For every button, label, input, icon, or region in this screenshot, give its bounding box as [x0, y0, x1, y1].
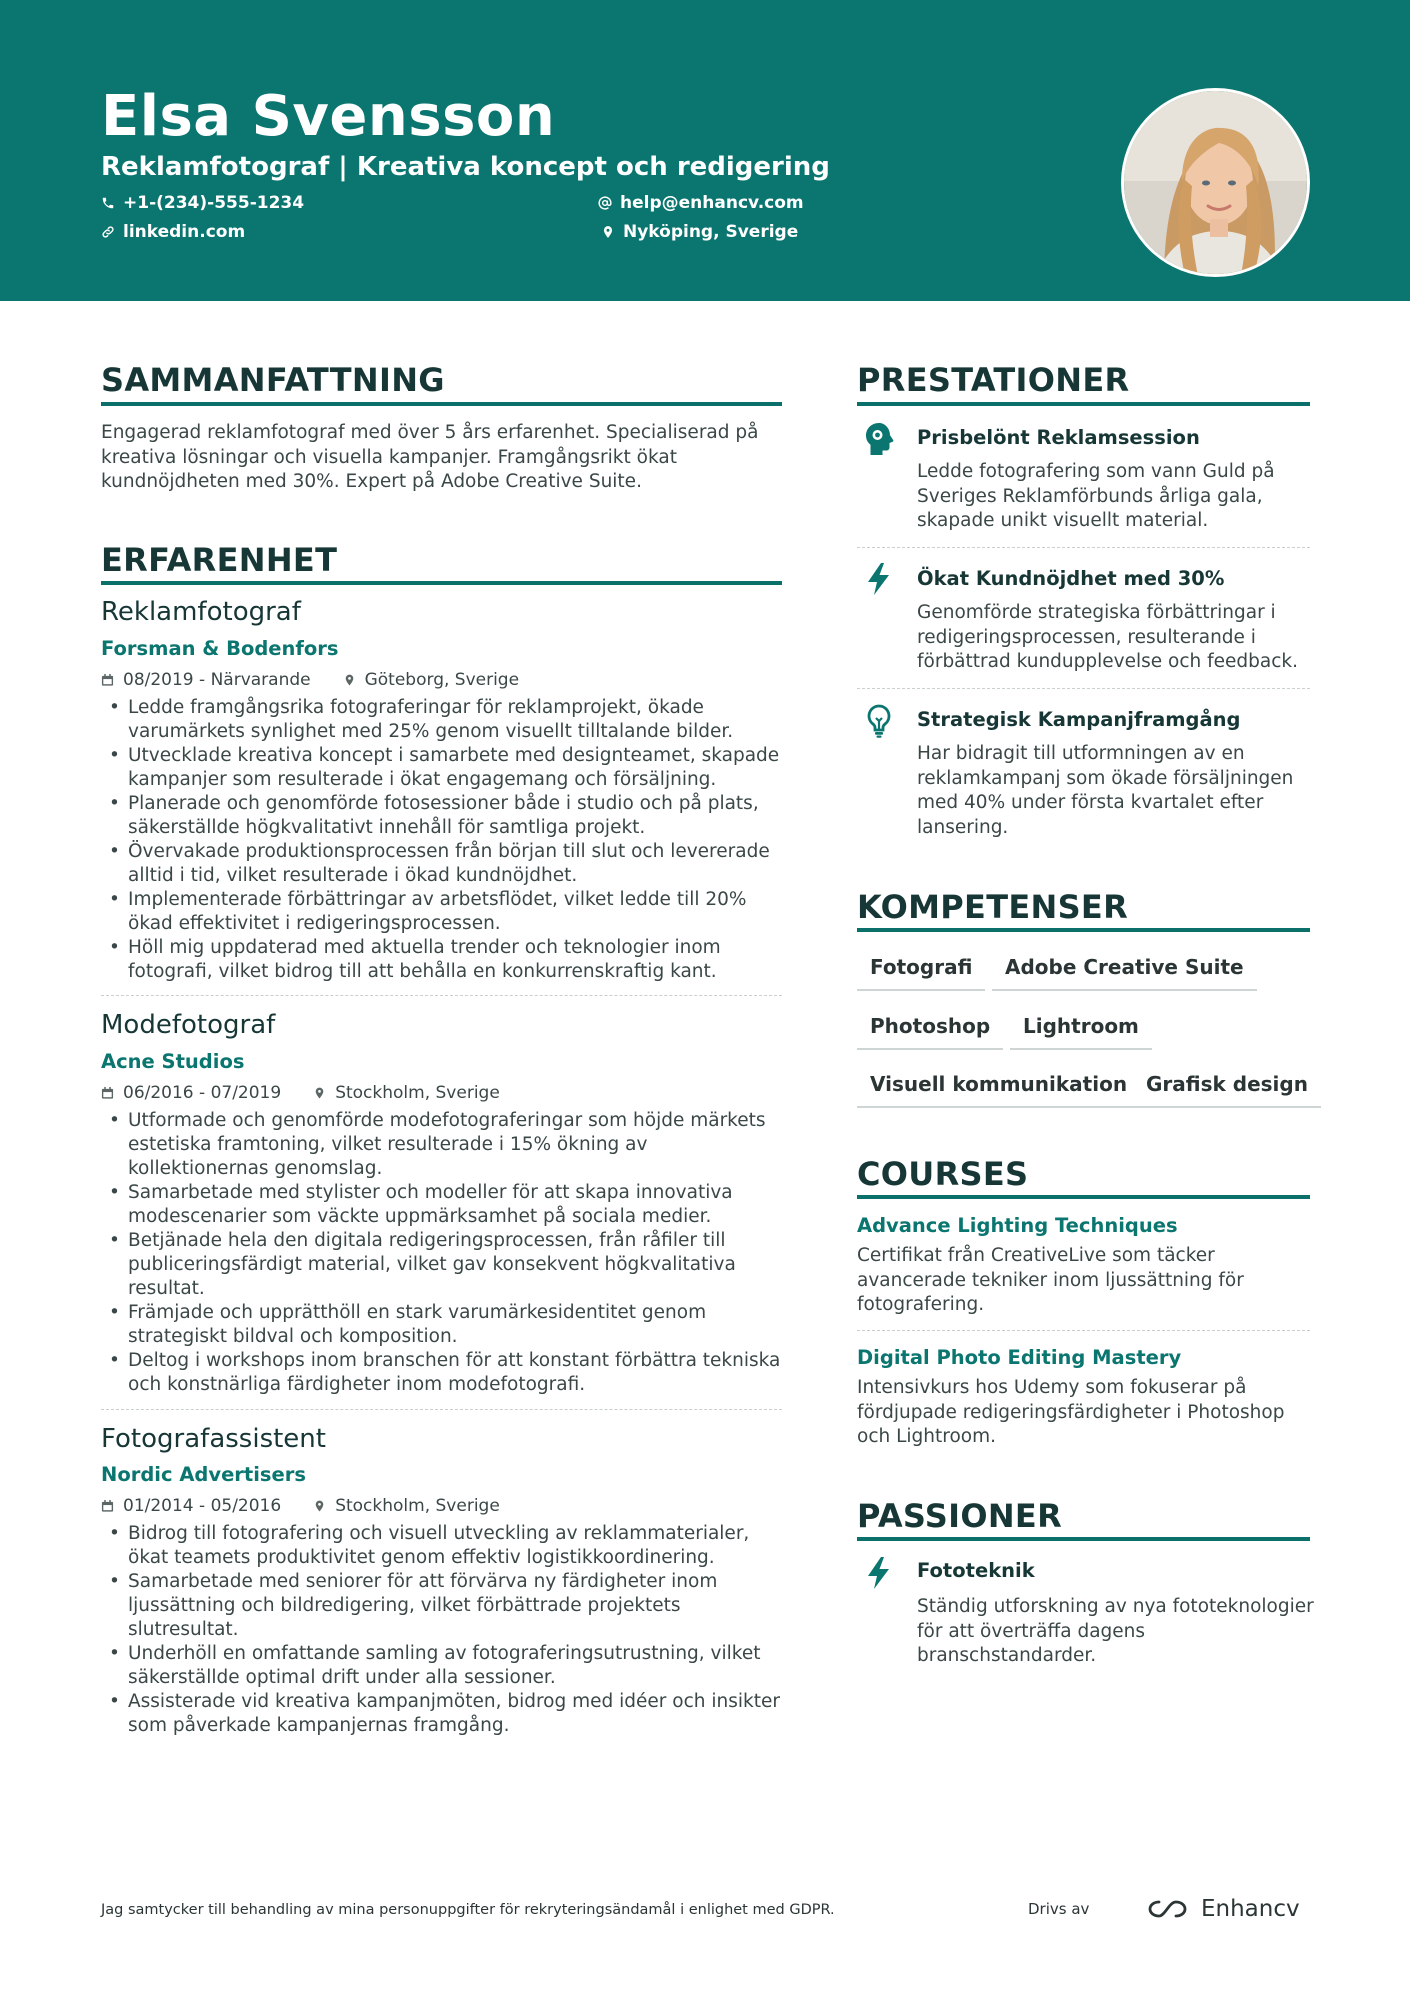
- profile-photo: [1121, 88, 1310, 277]
- job-role: Reklamfotograf: [101, 597, 301, 627]
- skills-divider: [857, 928, 1310, 932]
- achievements-heading: PRESTATIONER: [857, 361, 1130, 399]
- job-company: Acne Studios: [101, 1050, 245, 1073]
- list-item: • Utformade och genomförde modefotograferingar som höjde märkets estetiska framtoning, vilket resulterade i 15% ökning av kollektionernas genomslag.: [101, 1109, 791, 1181]
- location-pin-icon: [343, 673, 356, 687]
- job-bullets: [101, 1522, 791, 1738]
- list-item: • Assisterade vid kreativa kampanjmöten, bidrog med idéer och insikter som påverkade kampanjernas framgång.: [101, 1690, 791, 1738]
- head-icon: [864, 422, 894, 456]
- skills-heading: KOMPETENSER: [857, 888, 1129, 926]
- job-location: Göteborg, Sverige: [364, 670, 520, 690]
- summary-divider: [101, 402, 782, 406]
- achievements-divider: [857, 402, 1310, 406]
- contact-email[interactable]: [598, 193, 804, 213]
- job-bullets: [101, 696, 791, 984]
- calendar-icon: [101, 1499, 114, 1513]
- skill-tag: Fotografi: [857, 955, 985, 991]
- list-item: • Samarbetade med stylister och modeller för att skapa innovativa modescenarier som väckte uppmärksamhet på sociala medier.: [101, 1181, 791, 1229]
- enhancv-logo[interactable]: [1147, 1896, 1300, 1922]
- location-pin-icon: [601, 225, 615, 239]
- job-separator: [101, 1409, 782, 1410]
- achievement-title: Strategisk Kampanjframgång: [917, 708, 1241, 731]
- skill-tag: Visuell kommunikation: [857, 1072, 1140, 1108]
- achievement-title: Ökat Kundnöjdhet med 30%: [917, 567, 1225, 590]
- job-location: Stockholm, Sverige: [335, 1496, 500, 1516]
- location-pin-icon: [313, 1086, 326, 1100]
- job-role: Modefotograf: [101, 1010, 276, 1040]
- job-dates: 08/2019 - Närvarande: [123, 670, 311, 690]
- list-item: • Höll mig uppdaterad med aktuella trender och teknologier inom fotografi, vilket bidrog till att behålla en konkurrenskraftig kant.: [101, 936, 791, 984]
- courses-heading: COURSES: [857, 1155, 1029, 1193]
- link-icon: [101, 225, 115, 239]
- at-icon: [598, 196, 612, 210]
- phone-icon: [101, 196, 115, 210]
- location-text: Nyköping, Sverige: [623, 222, 799, 242]
- calendar-icon: [101, 673, 114, 687]
- passions-heading: PASSIONER: [857, 1497, 1063, 1535]
- course-title: Digital Photo Editing Mastery: [857, 1346, 1182, 1369]
- achievement-desc: Genomförde strategiska förbättringar i redigeringsprocessen, resulterande i förbättrad kundupplevelse och feedback.: [917, 602, 1298, 672]
- list-item: • Ledde framgångsrika fotograferingar för reklamprojekt, ökade varumärkets synlighet med 25% genom visuellt tilltalande bilder.: [101, 696, 791, 744]
- courses-divider: [857, 1195, 1310, 1199]
- candidate-name: Elsa Svensson: [101, 84, 556, 149]
- infinity-icon: [1147, 1898, 1193, 1920]
- list-item: • Samarbetade med seniorer för att förvärva ny färdigheter inom ljussättning och bildredigering, vilket förbättrade projektets slutresultat.: [101, 1570, 791, 1642]
- job-separator: [101, 995, 782, 996]
- skill-tag: Adobe Creative Suite: [992, 955, 1257, 991]
- contact-location: [601, 222, 798, 242]
- summary-heading: SAMMANFATTNING: [101, 361, 445, 399]
- header-banner: [0, 0, 1410, 301]
- passion-desc: Ständig utforskning av nya fototeknologier för att överträffa dagens branschstandarder.: [917, 1596, 1314, 1666]
- achievement-separator: [857, 547, 1310, 548]
- contact-linkedin[interactable]: [101, 222, 245, 242]
- list-item: • Underhöll en omfattande samling av fotograferingsutrustning, vilket säkerställde optimal drift under alla sessioner.: [101, 1642, 791, 1690]
- skill-tag: Grafisk design: [1133, 1072, 1321, 1108]
- job-role: Fotografassistent: [101, 1424, 326, 1454]
- list-item: • Bidrog till fotografering och visuell utveckling av reklammaterialer, ökat teamets produktivitet genom effektiv logistikkoordinering.: [101, 1522, 791, 1570]
- job-meta: [101, 1083, 500, 1103]
- achievement-desc: Har bidragit till utformningen av en reklamkampanj som ökade försäljningen med 40% under första kvartalet efter lansering.: [917, 743, 1294, 838]
- skill-tag: Photoshop: [857, 1014, 1003, 1050]
- course-title: Advance Lighting Techniques: [857, 1214, 1178, 1237]
- job-dates: 06/2016 - 07/2019: [123, 1083, 282, 1103]
- course-separator: [857, 1330, 1310, 1331]
- experience-divider: [101, 581, 782, 585]
- email-text: help@enhancv.com: [620, 193, 804, 213]
- list-item: • Betjänade hela den digitala redigeringsprocessen, från råfiler till publiceringsfärdigt material, vilket gav konsekvent högkvalitativa resultat.: [101, 1229, 791, 1301]
- list-item: • Planerade och genomförde fotosessioner både i studio och på plats, säkerställde högkvalitativt innehåll för samtliga projekt.: [101, 792, 791, 840]
- job-meta: [101, 1496, 500, 1516]
- list-item: • Utvecklade kreativa koncept i samarbete med designteamet, skapade kampanjer som resulterade i ökat engagemang och försäljning.: [101, 744, 791, 792]
- course-desc: Intensivkurs hos Udemy som fokuserar på fördjupade redigeringsfärdigheter i Photoshop och Lightroom.: [857, 1377, 1285, 1447]
- bolt-icon: [864, 562, 894, 596]
- passions-divider: [857, 1537, 1310, 1541]
- location-pin-icon: [313, 1499, 326, 1513]
- job-meta: [101, 670, 519, 690]
- bolt-icon: [864, 1556, 894, 1590]
- list-item: • Främjade och upprätthöll en stark varumärkesidentitet genom strategiskt bildval och komposition.: [101, 1301, 791, 1349]
- achievement-title: Prisbelönt Reklamsession: [917, 426, 1200, 449]
- gdpr-consent: Jag samtycker till behandling av mina personuppgifter för rekryteringsändamål i enlighet med GDPR.: [101, 1902, 835, 1918]
- passion-title: Fototeknik: [917, 1559, 1035, 1582]
- job-dates: 01/2014 - 05/2016: [123, 1496, 282, 1516]
- lightbulb-icon: [864, 704, 894, 738]
- list-item: • Deltog i workshops inom branschen för att konstant förbättra tekniska och konstnärliga färdigheter inom modefotografi.: [101, 1349, 791, 1397]
- job-company: Forsman & Bodenfors: [101, 637, 339, 660]
- list-item: • Övervakade produktionsprocessen från början till slut och levererade alltid i tid, vilket resulterade i ökad kundnöjdhet.: [101, 840, 791, 888]
- achievement-separator: [857, 688, 1310, 689]
- job-location: Stockholm, Sverige: [335, 1083, 500, 1103]
- list-item: • Implementerade förbättringar av arbetsflödet, vilket ledde till 20% ökad effektivitet i redigeringsprocessen.: [101, 888, 791, 936]
- powered-by-label: Drivs av: [1028, 1900, 1090, 1918]
- contact-phone[interactable]: [101, 193, 304, 213]
- experience-heading: ERFARENHET: [101, 541, 338, 579]
- calendar-icon: [101, 1086, 114, 1100]
- linkedin-text: linkedin.com: [123, 222, 246, 242]
- brand-name: Enhancv: [1201, 1896, 1300, 1922]
- summary-text: Engagerad reklamfotograf med över 5 års erfarenhet. Specialiserad på kreativa lösningar och visuella kampanjer. Framgångsrikt ökat kundnöjdheten med 30%. Expert på Adobe Creative Suite.: [101, 422, 759, 492]
- skill-tag: Lightroom: [1010, 1014, 1152, 1050]
- course-desc: Certifikat från CreativeLive som täcker avancerade tekniker inom ljussättning för fotografering.: [857, 1245, 1244, 1315]
- job-company: Nordic Advertisers: [101, 1463, 306, 1486]
- candidate-tagline: Reklamfotograf | Kreativa koncept och redigering: [101, 152, 830, 182]
- achievement-desc: Ledde fotografering som vann Guld på Sveriges Reklamförbunds årliga gala, skapade unikt visuellt material.: [917, 461, 1275, 531]
- phone-text: +1-(234)-555-1234: [123, 193, 305, 213]
- job-bullets: [101, 1109, 791, 1397]
